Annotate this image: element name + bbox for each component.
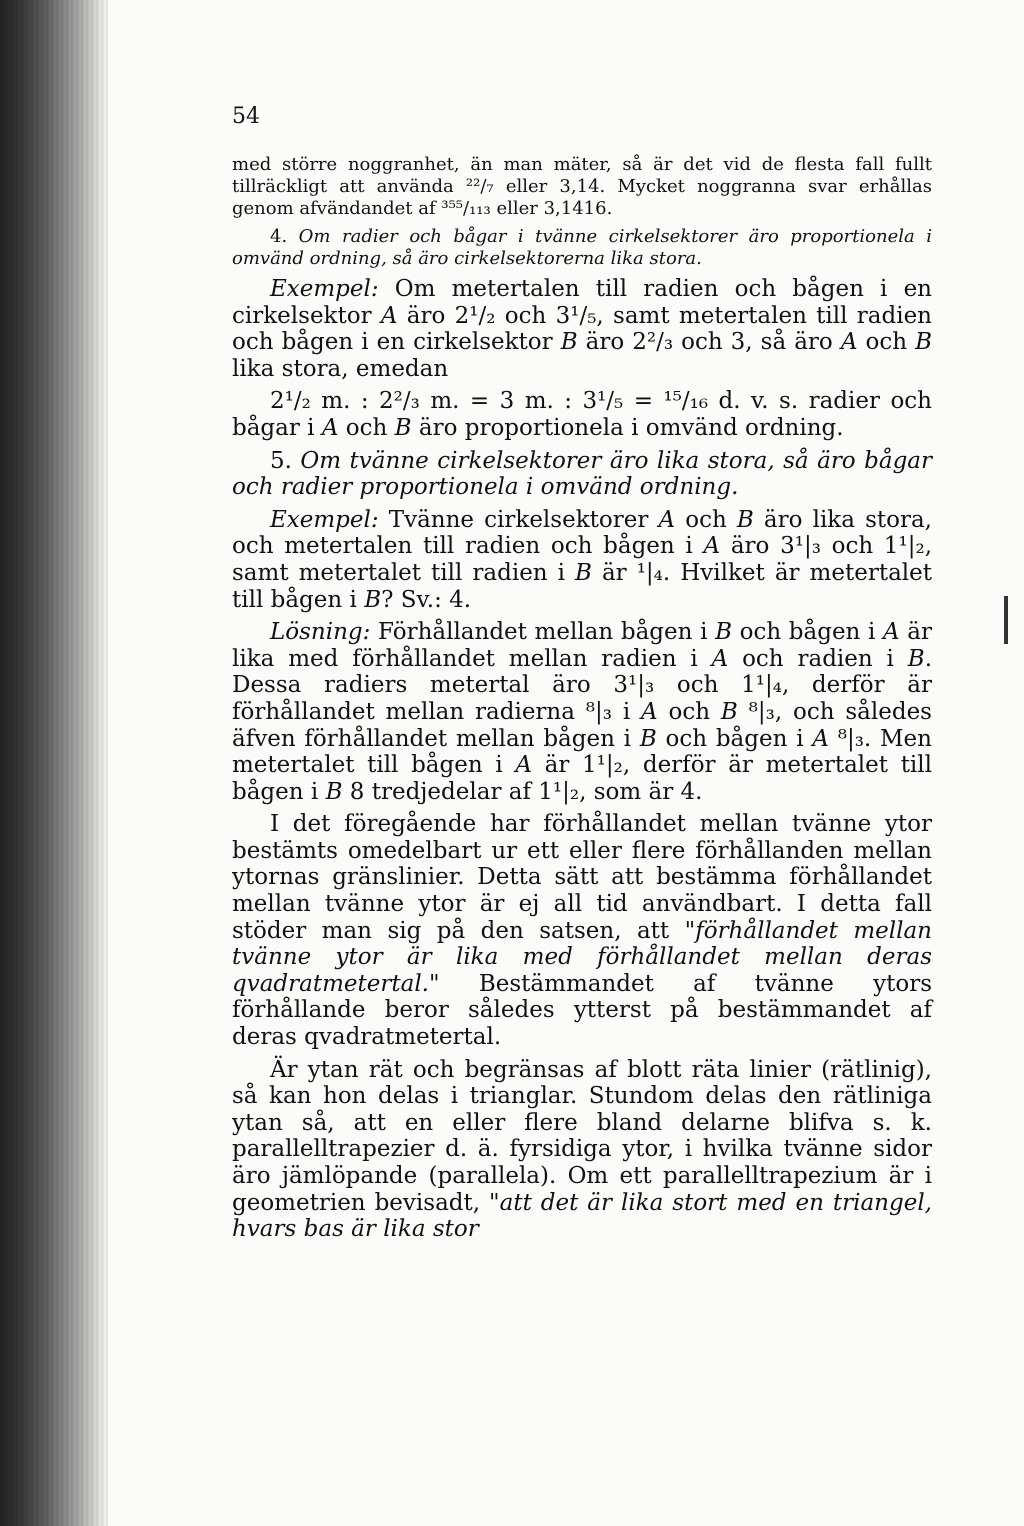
text-run: B <box>907 645 925 672</box>
text-run: Om metertalen till radien och bågen i en cirkelsektor <box>232 276 932 329</box>
book-binding-shadow <box>0 0 108 1526</box>
text-run: Exempel: <box>270 506 379 533</box>
text-run: 4. <box>270 226 299 247</box>
text-run: I det föregående har förhållandet mellan tvänne ytor bestämts omedelbart ur ett eller flere förhållanden mellan ytornas gränslinier. Detta sätt att bestämma förhållandet mellan tvänne ytor är ej all tid användbart. I detta fall stöder man sig på den satsen, att " <box>232 811 932 944</box>
text-run: A <box>883 619 900 646</box>
text-run: A <box>711 645 729 672</box>
text-run: B <box>325 778 343 805</box>
text-run: Om radier och bågar i tvänne cirkelsektorer äro proportionela i omvänd ordning, så äro cirkelsektorerna lika stora. <box>232 226 932 269</box>
text-run: B <box>394 414 412 441</box>
text-run: är lika med förhållandet mellan radien i <box>232 619 932 672</box>
text-run: A <box>641 698 658 725</box>
text-run: och bågen i <box>731 619 883 646</box>
paragraph-p7 <box>232 619 932 805</box>
text-run: och bågen i <box>656 725 813 752</box>
text-run: och <box>657 698 721 725</box>
text-run: att det är lika stort med en triangel, hvars bas är lika stor <box>232 1189 932 1243</box>
text-run: äro 2²/₃ och 3, så äro <box>577 329 841 356</box>
text-run: 2¹/₂ m. : 2²/₃ m. = 3 m. : 3¹/₅ = ¹⁵/₁₆ d. v. s. radier och bågar i <box>232 388 932 441</box>
text-run: B <box>364 586 382 613</box>
text-run: B <box>715 619 732 646</box>
page-body <box>232 154 932 1249</box>
text-run: A <box>703 533 721 560</box>
text-run: Exempel: <box>270 276 379 302</box>
text-run: och <box>675 506 737 533</box>
text-run: B <box>736 506 754 533</box>
paragraph-p6 <box>232 507 932 613</box>
paragraph-p8 <box>232 811 932 1050</box>
paragraph-p1 <box>232 154 932 220</box>
text-run: A <box>380 302 398 329</box>
text-run: 8 tredjedelar af 1¹|₂, som är 4. <box>342 778 703 805</box>
text-run: 5. <box>270 447 301 474</box>
text-run: B <box>560 329 578 356</box>
paragraph-p3 <box>232 276 932 382</box>
text-run: B <box>915 329 932 356</box>
text-run: ⁸|₃. Men metertalet till bågen i <box>232 725 932 779</box>
paragraph-p4 <box>232 388 932 441</box>
text-run: äro lika stora, och metertalen till radien och bågen i <box>232 506 932 560</box>
text-run: Lösning: <box>270 619 371 646</box>
paragraph-p2 <box>232 226 932 270</box>
text-run: och <box>857 329 916 356</box>
text-run: . Dessa radiers metertal äro 3¹|₃ och 1¹|₄, derför är förhållandet mellan radierna ⁸|₃ i <box>232 645 932 725</box>
text-run: Är ytan rät och begränsas af blott räta linier (rätlinig), så kan hon delas i trianglar. Stundom delas den rätliniga ytan så, att en eller flere bland delarne blifva s. k. parallelltrapezier d. ä. fyrsidiga ytor, i hvilka tvänne sidor äro jämlöpande (parallela). Om ett parallelltrapezium är i geometrien bevisadt, " <box>232 1056 932 1216</box>
page-number: 54 <box>232 104 260 129</box>
text-run: äro 2¹/₂ och 3¹/₅, samt metertalen till radien och bågen i en cirkelsektor <box>232 302 932 356</box>
text-run: Tvänne cirkelsektorer <box>378 506 659 533</box>
text-run: A <box>840 329 858 356</box>
text-run: och <box>338 414 395 441</box>
text-run: A <box>812 725 829 752</box>
text-run: och radien i <box>728 645 908 672</box>
text-run: Om tvänne cirkelsektorer äro lika stora, så äro bågar och radier proportionela i omvänd ordning. <box>232 447 932 501</box>
text-run: A <box>321 414 339 441</box>
text-run: " Bestämmandet af tvänne ytors förhållande beror således ytterst på bestämmandet af deras qvadratmetertal. <box>232 970 932 1051</box>
text-run: B <box>720 698 738 725</box>
text-run: B <box>639 725 657 752</box>
text-run: A <box>515 752 532 779</box>
text-run: är 1¹|₂, derför är metertalet till bågen i <box>232 752 932 805</box>
text-run: lika stora, emedan <box>232 355 449 382</box>
text-run: Förhållandet mellan bågen i <box>370 619 716 646</box>
text-run: förhållandet mellan tvänne ytor är lika med förhållandet mellan deras qvadratmetertal. <box>232 917 932 997</box>
text-run: ? Sv.: 4. <box>381 586 472 613</box>
text-run: äro 3¹|₃ och 1¹|₂, samt metertalet till radien i <box>232 533 933 586</box>
text-run: äro proportionela i omvänd ordning. <box>411 414 844 441</box>
edge-mark <box>1004 596 1008 644</box>
text-run: B <box>575 559 592 586</box>
paragraph-p9 <box>232 1057 932 1243</box>
text-run: ⁸|₃, och således äfven förhållandet mellan bågen i <box>232 698 932 752</box>
paragraph-p5 <box>232 448 932 501</box>
text-run: A <box>658 506 676 533</box>
text-run: med större noggranhet, än man mäter, så är det vid de flesta fall fullt tillräckligt att använda ²²/₇ eller 3,14. Mycket noggranna svar erhållas genom afvändandet af ³⁵⁵/₁₁₃ eller 3,1416. <box>232 154 932 219</box>
text-run: är ¹|₄. Hvilket är metertalet till bågen i <box>232 559 932 613</box>
